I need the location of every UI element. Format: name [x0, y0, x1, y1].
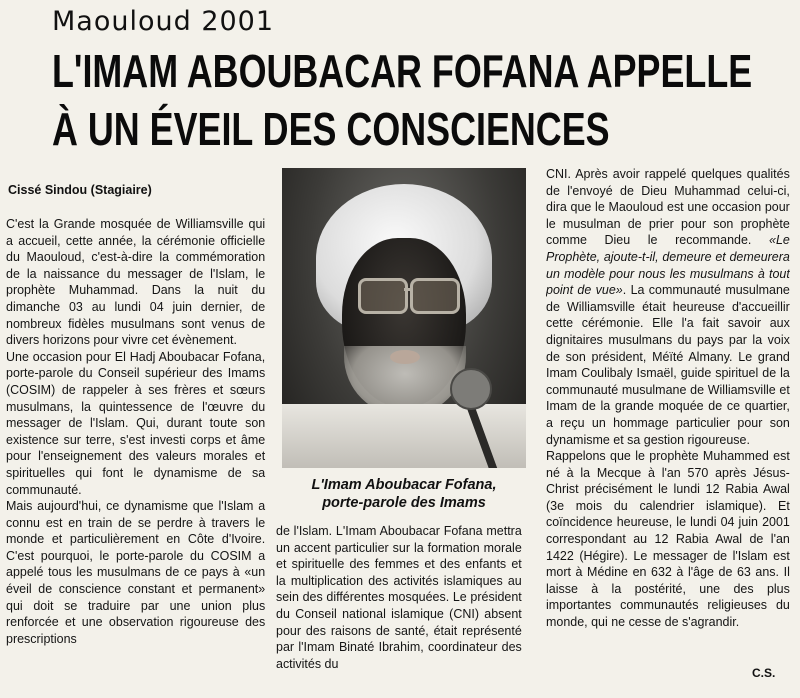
column-1-paragraph-2: Une occasion pour El Hadj Aboubacar Fofana, porte-parole du Conseil supérieur des Imams (COSIM) de rappeler à ses frères et sœurs musulmans, la quintessence de l'œuvre du messager de l'Islam. Qui, durant toute son existence sur terre, s'est investi corps et âme pour l'enseignement des valeurs morales et spirituelles qui font le dynamisme de sa communauté.: [6, 348, 266, 497]
photo-caption-line-2: porte-parole des Imams: [322, 495, 486, 511]
column-3-quote: «Le Prophète, ajoute-t-il, demeure et demeurera un modèle pour nous les musulmans à tout point de vue»: [546, 232, 790, 298]
article-photo: [282, 168, 526, 468]
byline: Cissé Sindou (Stagiaire): [8, 183, 152, 197]
column-3-paragraph-2: Rappelons que le prophète Muhammed est né à la Mecque à l'an 570 après Jésus-Christ précisément le lundi 12 Rabia Awal (3e mois du calendrier islamique). Et coïncidence heureuse, le lundi 04 juin 2001 correspondant au 12 Rabia Awal de l'an 1422 (Hégire). Le messager de l'Islam est mort à Médine en 632 à l'âge de 63 ans. Il laisse à la postérité, une des plus importantes communautés religieuses du monde, qui ne cesse de s'agrandir.: [546, 448, 790, 630]
photo-mouth: [390, 350, 420, 364]
photo-caption-line-1: L'Imam Aboubacar Fofana,: [311, 477, 497, 493]
column-1-paragraph-1: C'est la Grande mosquée de Williamsville qui a accueil, cette année, la cérémonie officielle du Maouloud, c'est-à-dire la commémoration de la naissance du messager de l'Islam, le prophète Muhammad. Dans la nuit du dimanche 03 au lundi 04 juin dernier, de nombreux fidèles musulmans sont venus de divers horizons pour vivre cet évènement.: [6, 216, 266, 348]
column-2: [276, 523, 522, 698]
column-3-text-a: CNI. Après avoir rappelé quelques qualités de l'envoyé de Dieu Muhammad celui-ci, dira que le Maouloud est une occasion pour le musulman de prier pour son prophète comme Dieu le recommande.: [546, 166, 790, 248]
kicker: Maouloud 2001: [52, 6, 275, 37]
column-3: [546, 166, 790, 666]
photo-glasses-bridge: [404, 288, 412, 291]
photo-microphone: [450, 368, 492, 410]
column-3-text-b: . La communauté musulmane de Williamsville était heureuse d'accueillir cette cérémonie. Elle l'a fait savoir aux dignitaires musulmans du pays par la voix de son président, Méïté Almany. Le grand Imam Coulibaly Ismaël, guide spirituel de la communauté musulmane de Williamsville et Imam de la grande moquée de ce quartier, a reçu un hommage particulier pour son dynamisme et sa gestion rigoureuse.: [546, 282, 790, 447]
photo-glasses-left: [358, 278, 408, 314]
column-2-paragraph-1: de l'Islam. L'Imam Aboubacar Fofana mettra un accent particulier sur la formation morale et spirituelle des femmes et des enfants et la multiplication des activités islamiques au sein des différentes mosquées. Le président du Conseil national islamique (CNI) absent pour des raisons de santé, était représenté par l'Imam Binaté Ibrahim, coordinateur des activités du: [276, 523, 522, 671]
column-1: [6, 216, 265, 694]
photo-caption: [282, 476, 526, 512]
headline-line-1: L'IMAM ABOUBACAR FOFANA APPELLE: [52, 45, 753, 97]
headline: [52, 42, 752, 158]
signature: C.S.: [752, 666, 776, 680]
column-1-paragraph-3: Mais aujourd'hui, ce dynamisme que l'Islam a connu est en train de se perdre à travers le monde et particulièrement en Côte d'Ivoire. C'est pourquoi, le porte-parole du COSIM a appelé tous les musulmans de ce pays à «un éveil de conscience constant et permanent» qui doit se traduire par une union plus renforcée et une observation rigoureuse des prescriptions: [6, 498, 266, 646]
headline-line-2: À UN ÉVEIL DES CONSCIENCES: [52, 103, 610, 155]
photo-glasses-right: [410, 278, 460, 314]
column-3-paragraph-1: [546, 166, 790, 448]
